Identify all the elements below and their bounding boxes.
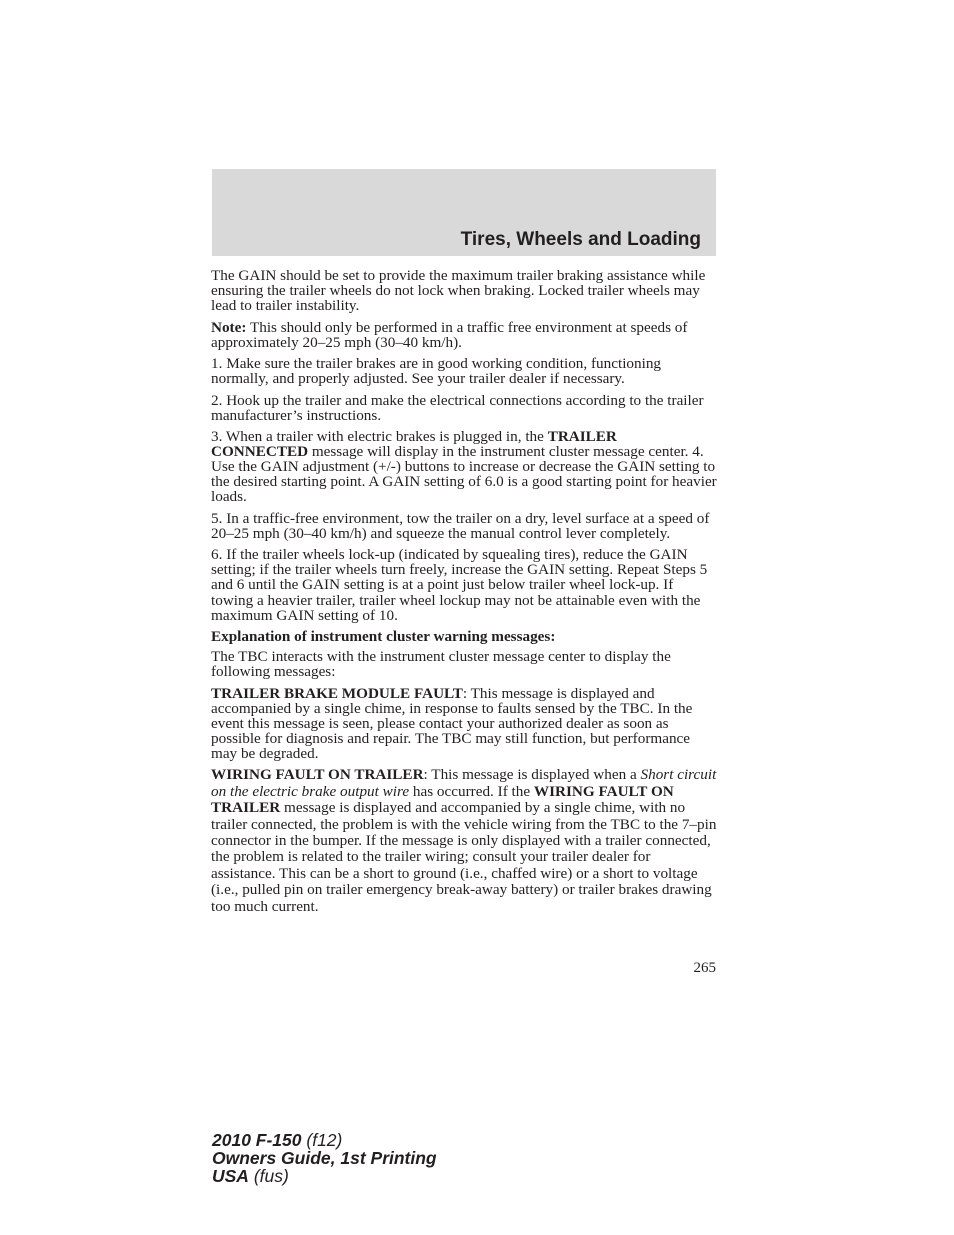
wiring-fault-text-1: : This message is displayed when a	[423, 766, 641, 784]
document-footer	[212, 1131, 437, 1185]
footer-model: 2010 F-150	[212, 1130, 302, 1150]
step-5-paragraph: 5. In a traffic-free environment, tow the trailer on a dry, level surface at a speed of 20–25 mph (30–40 km/h) and squeeze the manual control lever completely.	[211, 509, 710, 542]
trailer-brake-module-fault-paragraph	[211, 686, 717, 761]
wiring-fault-label: WIRING FAULT ON TRAILER	[211, 766, 424, 784]
trailer-brake-module-fault-text: : This message is displayed and accompanied by a single chime, in response to faults sensed by the TBC. In the event this message is seen, please contact your authorized dealer as soon as possible for diagnosis and repair. The TBC may still function, but performance may be degraded.	[211, 684, 693, 762]
trailer-connected-label: TRAILER CONNECTED	[211, 428, 617, 461]
footer-guide: Owners Guide, 1st Printing	[212, 1148, 437, 1168]
note-label: Note:	[211, 318, 247, 336]
note-paragraph	[211, 320, 717, 350]
wiring-fault-text-3: message is displayed and accompanied by a single chime, with no trailer connected, the problem is with the vehicle wiring from the TBC to the 7–pin connector in the bumper. If the message is only displayed with a trailer connected, the problem is related to the trailer wiring; consult your trailer dealer for assistance. This can be a short to ground (i.e., chaffed wire) or a short to voltage (i.e., pulled pin on trailer emergency break-away battery) or trailer brakes drawing too much current.	[211, 799, 717, 915]
footer-model-code: (f12)	[301, 1130, 343, 1150]
footer-region-line	[212, 1167, 437, 1185]
step-3-text-pre: 3. When a trailer with electric brakes is plugged in, the	[211, 428, 548, 446]
trailer-brake-module-fault-label: TRAILER BRAKE MODULE FAULT	[211, 684, 463, 702]
page-number: 265	[693, 960, 716, 976]
step-6-paragraph: 6. If the trailer wheels lock-up (indicated by squealing tires), reduce the GAIN setting; if the trailer wheels turn freely, increase the GAIN setting. Repeat Steps 5 and 6 until the GAIN setting is at a point just below trailer wheel lock-up. If towing a heavier trailer, trailer wheel lockup may not be attainable even with the maximum GAIN setting of 10.	[211, 546, 708, 624]
footer-region: USA	[212, 1166, 249, 1186]
wiring-fault-label-2: WIRING FAULT ON TRAILER	[211, 782, 674, 817]
tbc-intro-paragraph: The TBC interacts with the instrument cluster message center to display the following messages:	[211, 648, 671, 681]
note-text: This should only be performed in a traffic free environment at speeds of approximately 20–25 mph (30–40 km/h).	[211, 318, 688, 351]
section-header-band	[212, 169, 716, 256]
footer-guide-line	[212, 1149, 437, 1167]
wiring-fault-text-2: has occurred. If the	[409, 782, 534, 800]
explanation-heading-text: Explanation of instrument cluster warning messages:	[211, 628, 556, 646]
section-title: Tires, Wheels and Loading	[460, 229, 701, 250]
explanation-heading	[211, 629, 717, 644]
step-1-paragraph: 1. Make sure the trailer brakes are in good working condition, functioning normally, and properly adjusted. See your trailer dealer if necessary.	[211, 355, 662, 388]
footer-region-code: (fus)	[248, 1166, 289, 1186]
step-2-paragraph: 2. Hook up the trailer and make the electrical connections according to the trailer manufacturer’s instructions.	[211, 391, 704, 424]
short-circuit-message: Short circuit on the electric brake output wire	[211, 766, 717, 800]
gain-intro-paragraph: The GAIN should be set to provide the maximum trailer braking assistance while ensuring the trailer wheels do not lock when braking. Locked trailer wheels may lead to trailer instability.	[211, 267, 706, 315]
step-3-4-paragraph	[211, 429, 717, 504]
page-body	[211, 268, 717, 921]
wiring-fault-paragraph	[211, 767, 717, 915]
footer-model-line	[212, 1131, 437, 1149]
step-3-text-post: message will display in the instrument cluster message center. 4. Use the GAIN adjustment (+/-) buttons to increase or decrease the GAIN setting to the desired starting point. A GAIN setting of 6.0 is a good starting point for heavier loads.	[211, 443, 717, 506]
